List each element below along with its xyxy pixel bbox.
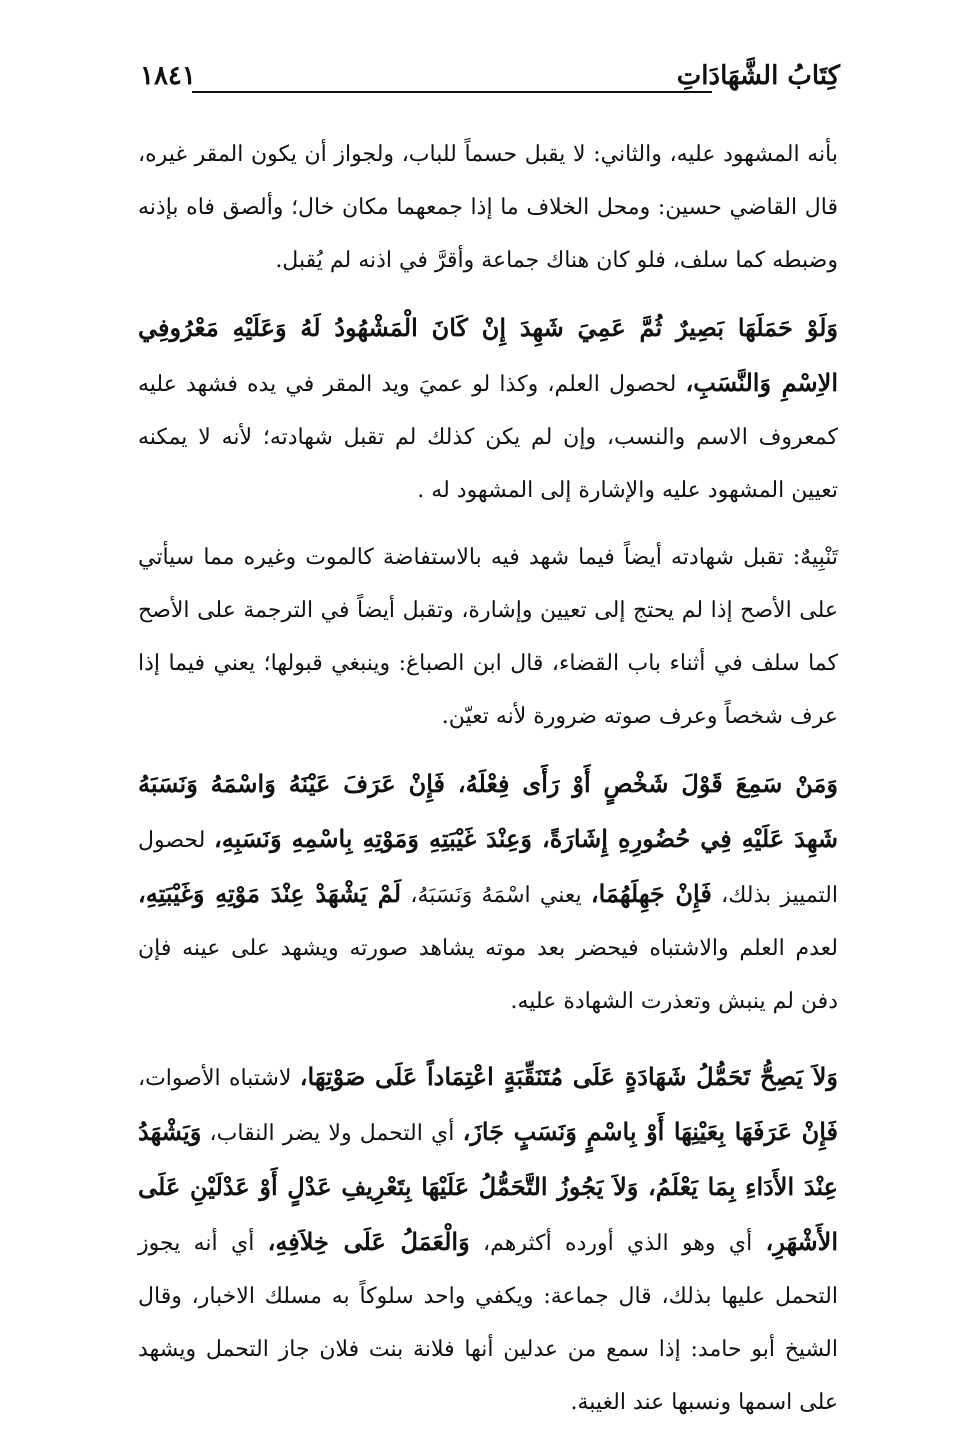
header-rule <box>192 91 712 93</box>
paragraph <box>138 301 838 517</box>
commentary-text: لاشتباه الأصوات، <box>138 1066 300 1091</box>
running-header <box>140 55 840 99</box>
commentary-text: بأنه المشهود عليه، والثاني: لا يقبل حسماً للباب، ولجواز أن يكون المقر غيره، قال القاضي حسين: ومحل الخلاف ما إذا جمعهما مكان خال؛ وألصق فاه بإذنه وضبطه كما سلف، فلو كان هناك جماعة وأقرَّ في اذنه لم يُقبل. <box>138 142 838 273</box>
matn-text: وَلَوْ حَمَلَهَا بَصِيرٌ ثُمَّ عَمِيَ شَهِدَ إِنْ كَانَ الْمَشْهُودُ لَهُ وَعَلَيْهِ مَعْرُوفِي الاِسْمِ وَالنَّسَبِ، <box>138 313 839 397</box>
paragraph <box>138 531 838 743</box>
chapter-title: كِتَابُ الشَّهَادَاتِ <box>676 61 840 91</box>
matn-text: وَلاَ يَصِحُّ تَحَمُّلُ شَهَادَةٍ عَلَى مُتَنَقِّبَةٍ اعْتِمَاداً عَلَى صَوْتِهَا، <box>299 1062 838 1091</box>
matn-text: فَإِنْ عَرَفَهَا بِعَيْنِهَا أَوْ بِاسْمٍ وَنَسَبٍ جَازَ، <box>462 1117 838 1146</box>
commentary-text: لعدم العلم والاشتباه فيحضر بعد موته يشاهد صورته ويشهد على عينه فإن دفن لم ينبش وتعذرت الشهادة عليه. <box>138 936 838 1014</box>
matn-text: فَإِنْ جَهِلَهُمَا، <box>590 879 712 908</box>
matn-text: وَالْعَمَلُ عَلَى خِلاَفِهِ، <box>267 1227 470 1256</box>
commentary-text: تَنْبِيهٌ: تقبل شهادته أيضاً فيما شهد فيه بالاستفاضة كالموت وغيره مما سيأتي على الأصح إذا لم يحتج إلى تعيين وإشارة، وتقبل أيضاً في الترجمة على الأصح كما سلف في أثناء باب القضاء، قال ابن الصباغ: وينبغي قبولها؛ يعني فيما إذا عرف شخصاً وعرف صوته ضرورة لأنه تعيّن. <box>138 545 838 729</box>
page-number: ١٨٤١ <box>140 61 196 91</box>
commentary-text: لحصول العلم، وكذا لو عميَ ويد المقر في يده فشهد عليه كمعروف الاسم والنسب، وإن لم يكن كذلك لم تقبل شهادته؛ لأنه لا يمكنه تعيين المشهود عليه والإشارة إلى المشهود له . <box>138 372 838 503</box>
paragraph <box>138 1050 838 1429</box>
paragraph <box>138 128 838 287</box>
commentary-text: أي أنه يجوز التحمل عليها بذلك، قال جماعة: ويكفي واحد سلوكاً به مسلك الاخبار، وقال الشيخ أبو حامد: إذا سمع من عدلين أنها فلانة بنت فلان جاز التحمل ويشهد على اسمها ونسبها عند الغيبة. <box>138 1231 838 1415</box>
commentary-text: أي وهو الذي أورده أكثرهم، <box>469 1231 766 1256</box>
matn-text: وَمَنْ سَمِعَ قَوْلَ شَخْصٍ أَوْ رَأَى فِعْلَهُ، فَإِنْ عَرَفَ عَيْنَهُ وَاسْمَهُ وَنَسَبَهُ شَهِدَ عَلَيْهِ فِي حُضُورِهِ إِشَارَةً، وَعِنْدَ غَيْبَتِهِ وَمَوْتِهِ بِاسْمِهِ وَنَسَبِهِ، <box>138 769 838 853</box>
main-text <box>138 128 838 1429</box>
matn-text: لَمْ يَشْهَدْ عِنْدَ مَوْتِهِ وَغَيْبَتِهِ، <box>138 879 402 908</box>
paragraph <box>138 757 838 1028</box>
commentary-text: لحصول التمييز بذلك، <box>138 828 838 908</box>
commentary-text: أي التحمل ولا يضر النقاب، <box>201 1121 463 1146</box>
matn-text: وَيَشْهَدُ عِنْدَ الأَدَاءِ بِمَا يَعْلَمُ، وَلاَ يَجُوزُ التَّحَمُّلُ عَلَيْهَا بِتَعْرِيفِ عَدْلٍ أَوْ عَدْلَيْنِ عَلَى الأَشْهَرِ، <box>138 1117 839 1256</box>
commentary-text: يعني اسْمَهُ وَنَسَبَهُ، <box>401 883 591 908</box>
